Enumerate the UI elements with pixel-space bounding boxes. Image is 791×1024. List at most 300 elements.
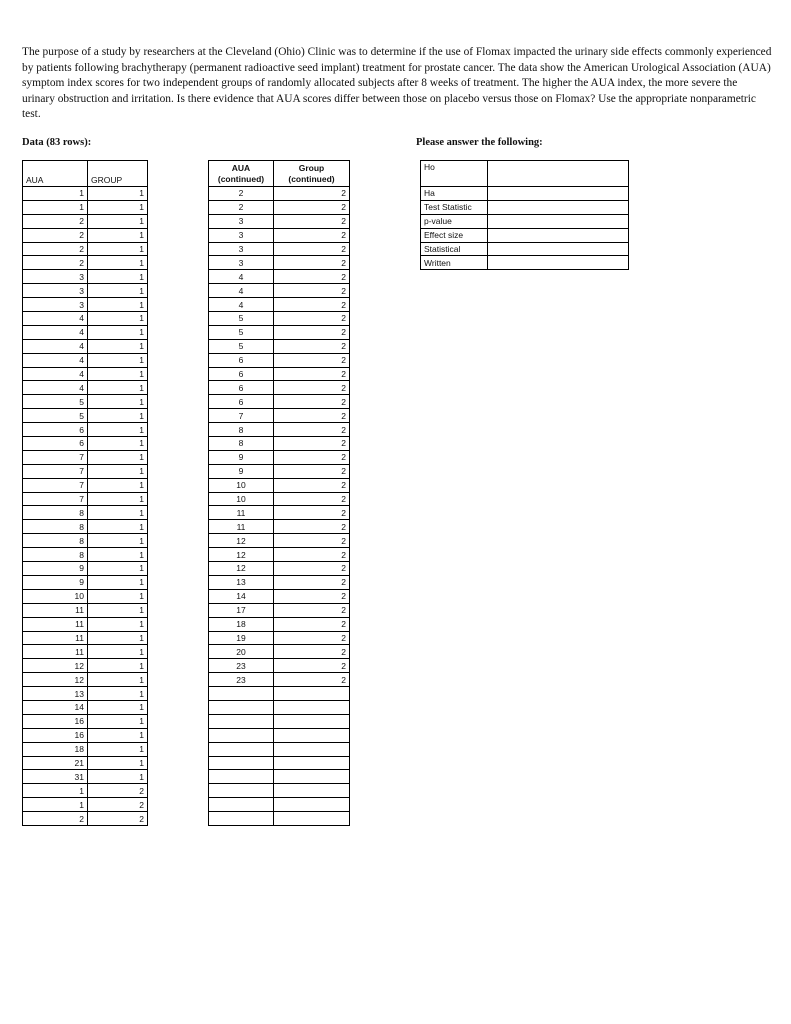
table-row: [209, 242, 350, 256]
table-row: [23, 312, 148, 326]
aua-cell: 12: [23, 659, 88, 673]
group-cell: 2: [274, 381, 350, 395]
aua-cell: 5: [209, 325, 274, 339]
table-row: [23, 770, 148, 784]
aua-cell: 8: [23, 534, 88, 548]
table-row: [23, 437, 148, 451]
group-cell: 2: [274, 228, 350, 242]
empty-row: [209, 770, 350, 784]
aua-cell: 2: [23, 812, 88, 826]
aua-cell: 8: [209, 437, 274, 451]
group-cell: 1: [88, 617, 148, 631]
table-row: [23, 562, 148, 576]
empty-cell: [209, 784, 274, 798]
aua-cell: 3: [23, 284, 88, 298]
answer-row: [421, 256, 629, 270]
table1-header-group: GROUP: [88, 161, 148, 187]
table-row: [23, 784, 148, 798]
empty-cell: [209, 756, 274, 770]
table-row: [209, 270, 350, 284]
group-cell: 2: [274, 631, 350, 645]
answer-row: [421, 200, 629, 214]
group-cell: 2: [274, 659, 350, 673]
aua-cell: 4: [209, 298, 274, 312]
aua-cell: 23: [209, 673, 274, 687]
aua-cell: 6: [209, 381, 274, 395]
aua-cell: 11: [23, 603, 88, 617]
empty-cell: [209, 770, 274, 784]
empty-cell: [274, 812, 350, 826]
aua-cell: 2: [209, 200, 274, 214]
aua-cell: 19: [209, 631, 274, 645]
answer-input-cell[interactable]: [488, 256, 629, 270]
answer-row: [421, 228, 629, 242]
group-cell: 1: [88, 770, 148, 784]
table-row: [23, 631, 148, 645]
group-cell: 1: [88, 603, 148, 617]
table1-header-aua: AUA: [23, 161, 88, 187]
group-cell: 2: [274, 464, 350, 478]
table-row: [209, 589, 350, 603]
aua-cell: 3: [209, 256, 274, 270]
aua-cell: 16: [23, 728, 88, 742]
table-row: [23, 742, 148, 756]
table-row: [23, 575, 148, 589]
aua-cell: 13: [209, 575, 274, 589]
group-cell: 2: [274, 200, 350, 214]
table-row: [209, 312, 350, 326]
table-row: [209, 631, 350, 645]
empty-cell: [274, 700, 350, 714]
table-row: [209, 353, 350, 367]
table-row: [23, 673, 148, 687]
group-cell: 1: [88, 256, 148, 270]
aua-cell: 8: [209, 423, 274, 437]
aua-cell: 10: [209, 492, 274, 506]
aua-cell: 11: [209, 506, 274, 520]
group-cell: 1: [88, 589, 148, 603]
group-cell: 2: [274, 312, 350, 326]
group-cell: 1: [88, 492, 148, 506]
table-row: [209, 464, 350, 478]
aua-cell: 1: [23, 798, 88, 812]
group-cell: 1: [88, 742, 148, 756]
group-cell: 2: [274, 187, 350, 201]
table-row: [23, 520, 148, 534]
table-row: [209, 617, 350, 631]
empty-cell: [274, 714, 350, 728]
table-row: [209, 492, 350, 506]
aua-cell: 9: [209, 450, 274, 464]
answer-row: [421, 187, 629, 201]
table-row: [209, 256, 350, 270]
group-cell: 1: [88, 423, 148, 437]
table-row: [209, 325, 350, 339]
table-row: [209, 187, 350, 201]
problem-statement: The purpose of a study by researchers at the Cleveland (Ohio) Clinic was to determine if the use of Flomax impacted the urinary side effects commonly experienced by patients following brachytherapy (permanent radioactive seed implant) treatment for prostate cancer. The data show the American Urological Association (AUA) symptom index scores for two independent groups of randomly allocated subjects after 8 weeks of treatment. The higher the AUA index, the more severe the urinary obstruction and irritation. Is there evidence that AUA scores differ between those on placebo versus those on Flomax? Use the appropriate nonparametric test.: [22, 46, 772, 120]
answer-input-cell[interactable]: [488, 214, 629, 228]
aua-cell: 11: [23, 645, 88, 659]
table-row: [209, 548, 350, 562]
aua-cell: 11: [23, 617, 88, 631]
aua-cell: 4: [23, 367, 88, 381]
answer-label-cell: Effect size: [421, 228, 488, 242]
group-cell: 2: [274, 603, 350, 617]
empty-cell: [274, 756, 350, 770]
table-row: [23, 381, 148, 395]
aua-cell: 5: [209, 339, 274, 353]
aua-cell: 1: [23, 784, 88, 798]
aua-cell: 12: [209, 534, 274, 548]
table-row: [23, 298, 148, 312]
aua-cell: 18: [209, 617, 274, 631]
aua-cell: 13: [23, 687, 88, 701]
group-cell: 1: [88, 187, 148, 201]
table-row: [23, 256, 148, 270]
group-cell: 1: [88, 242, 148, 256]
group-cell: 1: [88, 437, 148, 451]
aua-cell: 3: [209, 228, 274, 242]
group-cell: 1: [88, 673, 148, 687]
aua-cell: 1: [23, 200, 88, 214]
table-row: [23, 242, 148, 256]
empty-cell: [274, 770, 350, 784]
group-cell: 1: [88, 395, 148, 409]
group-cell: 2: [274, 298, 350, 312]
aua-cell: 7: [23, 450, 88, 464]
aua-cell: 8: [23, 520, 88, 534]
group-cell: 1: [88, 450, 148, 464]
group-cell: 1: [88, 270, 148, 284]
group-cell: 2: [274, 256, 350, 270]
group-cell: 1: [88, 228, 148, 242]
aua-cell: 10: [209, 478, 274, 492]
group-cell: 2: [274, 534, 350, 548]
aua-cell: 5: [209, 312, 274, 326]
answer-label-cell: Ho: [421, 161, 488, 187]
group-cell: 1: [88, 312, 148, 326]
group-cell: 1: [88, 506, 148, 520]
answer-label: Please answer the following:: [416, 137, 543, 148]
aua-cell: 6: [23, 437, 88, 451]
table-row: [23, 409, 148, 423]
table-row: [23, 214, 148, 228]
table-row: [209, 575, 350, 589]
empty-cell: [209, 742, 274, 756]
table2-header-group: Group (continued): [274, 161, 350, 187]
group-cell: 2: [274, 617, 350, 631]
group-cell: 1: [88, 381, 148, 395]
table-row: [209, 228, 350, 242]
aua-cell: 1: [23, 187, 88, 201]
group-cell: 2: [88, 812, 148, 826]
group-cell: 2: [274, 548, 350, 562]
aua-cell: 17: [209, 603, 274, 617]
table-row: [209, 214, 350, 228]
aua-cell: 5: [23, 409, 88, 423]
table-row: [23, 617, 148, 631]
empty-row: [209, 700, 350, 714]
table-row: [209, 534, 350, 548]
group-cell: 2: [274, 450, 350, 464]
answer-label-cell: p-value: [421, 214, 488, 228]
table-row: [209, 284, 350, 298]
aua-cell: 14: [23, 700, 88, 714]
table-row: [23, 700, 148, 714]
table-row: [23, 395, 148, 409]
group-cell: 1: [88, 284, 148, 298]
answer-row: [421, 161, 629, 187]
group-cell: 2: [274, 284, 350, 298]
table-row: [23, 728, 148, 742]
group-cell: 1: [88, 325, 148, 339]
data-table-1: [22, 160, 148, 826]
aua-cell: 4: [23, 339, 88, 353]
group-cell: 1: [88, 575, 148, 589]
aua-cell: 9: [23, 575, 88, 589]
aua-cell: 10: [23, 589, 88, 603]
group-cell: 2: [274, 520, 350, 534]
group-cell: 2: [274, 562, 350, 576]
group-cell: 1: [88, 645, 148, 659]
answer-input-cell[interactable]: [488, 228, 629, 242]
group-cell: 2: [274, 589, 350, 603]
group-cell: 2: [274, 325, 350, 339]
group-cell: 2: [274, 492, 350, 506]
table-row: [23, 353, 148, 367]
aua-cell: 7: [23, 478, 88, 492]
table-row: [209, 450, 350, 464]
group-cell: 1: [88, 409, 148, 423]
empty-cell: [274, 798, 350, 812]
group-cell: 2: [274, 506, 350, 520]
answer-table: [420, 160, 629, 270]
group-cell: 2: [88, 798, 148, 812]
aua-cell: 2: [23, 256, 88, 270]
table-row: [23, 645, 148, 659]
aua-cell: 2: [23, 242, 88, 256]
table-row: [209, 645, 350, 659]
group-cell: 2: [274, 645, 350, 659]
answer-label-cell: Ha: [421, 187, 488, 201]
empty-row: [209, 687, 350, 701]
aua-cell: 7: [209, 409, 274, 423]
aua-cell: 4: [209, 270, 274, 284]
group-cell: 2: [274, 214, 350, 228]
group-cell: 1: [88, 367, 148, 381]
table-row: [23, 284, 148, 298]
aua-cell: 2: [23, 228, 88, 242]
table-row: [23, 492, 148, 506]
table-row: [23, 270, 148, 284]
table-row: [23, 589, 148, 603]
aua-cell: 8: [23, 548, 88, 562]
group-cell: 2: [274, 242, 350, 256]
table-row: [23, 548, 148, 562]
aua-cell: 3: [209, 214, 274, 228]
group-cell: 2: [274, 673, 350, 687]
answer-input-cell[interactable]: [488, 242, 629, 256]
aua-cell: 9: [23, 562, 88, 576]
aua-cell: 14: [209, 589, 274, 603]
group-cell: 1: [88, 214, 148, 228]
empty-row: [209, 728, 350, 742]
table-row: [209, 409, 350, 423]
aua-cell: 8: [23, 506, 88, 520]
table-row: [209, 603, 350, 617]
aua-cell: 7: [23, 464, 88, 478]
group-cell: 1: [88, 298, 148, 312]
table-row: [23, 464, 148, 478]
group-cell: 2: [274, 270, 350, 284]
aua-cell: 9: [209, 464, 274, 478]
answer-label-cell: Statistical: [421, 242, 488, 256]
aua-cell: 6: [209, 395, 274, 409]
table-row: [23, 367, 148, 381]
group-cell: 2: [274, 353, 350, 367]
table2-header-aua: AUA (continued): [209, 161, 274, 187]
table-row: [209, 200, 350, 214]
group-cell: 1: [88, 756, 148, 770]
aua-cell: 2: [23, 214, 88, 228]
group-cell: 1: [88, 728, 148, 742]
group-cell: 1: [88, 200, 148, 214]
table-row: [209, 562, 350, 576]
empty-cell: [209, 714, 274, 728]
table-row: [209, 673, 350, 687]
aua-cell: 12: [209, 548, 274, 562]
aua-cell: 21: [23, 756, 88, 770]
aua-cell: 11: [209, 520, 274, 534]
empty-row: [209, 812, 350, 826]
data-table-2: [208, 160, 350, 826]
aua-cell: 11: [23, 631, 88, 645]
group-cell: 1: [88, 562, 148, 576]
aua-cell: 6: [23, 423, 88, 437]
empty-row: [209, 798, 350, 812]
aua-cell: 4: [23, 312, 88, 326]
group-cell: 2: [274, 395, 350, 409]
aua-cell: 18: [23, 742, 88, 756]
aua-cell: 23: [209, 659, 274, 673]
aua-cell: 7: [23, 492, 88, 506]
empty-cell: [209, 700, 274, 714]
empty-cell: [274, 742, 350, 756]
table-row: [209, 395, 350, 409]
table-row: [23, 714, 148, 728]
table-row: [23, 798, 148, 812]
aua-cell: 4: [23, 325, 88, 339]
table-row: [23, 339, 148, 353]
data-label: Data (83 rows):: [22, 137, 92, 148]
group-cell: 1: [88, 548, 148, 562]
empty-row: [209, 756, 350, 770]
group-cell: 1: [88, 464, 148, 478]
answer-row: [421, 214, 629, 228]
table-row: [209, 478, 350, 492]
table-row: [23, 687, 148, 701]
table-row: [23, 812, 148, 826]
answer-row: [421, 242, 629, 256]
group-cell: 1: [88, 687, 148, 701]
group-cell: 2: [274, 423, 350, 437]
table-row: [209, 381, 350, 395]
table-row: [23, 506, 148, 520]
table-row: [23, 200, 148, 214]
group-cell: 1: [88, 714, 148, 728]
table-row: [23, 603, 148, 617]
aua-cell: 12: [23, 673, 88, 687]
group-cell: 2: [88, 784, 148, 798]
answer-input-cell[interactable]: [488, 187, 629, 201]
group-cell: 1: [88, 700, 148, 714]
table-row: [209, 437, 350, 451]
aua-cell: 4: [23, 381, 88, 395]
aua-cell: 2: [209, 187, 274, 201]
group-cell: 1: [88, 659, 148, 673]
group-cell: 2: [274, 367, 350, 381]
table-row: [23, 187, 148, 201]
group-cell: 1: [88, 478, 148, 492]
aua-cell: 5: [23, 395, 88, 409]
table-row: [23, 228, 148, 242]
empty-row: [209, 714, 350, 728]
table-row: [23, 325, 148, 339]
group-cell: 1: [88, 631, 148, 645]
empty-cell: [274, 784, 350, 798]
table-row: [209, 520, 350, 534]
table-row: [23, 659, 148, 673]
aua-cell: 4: [209, 284, 274, 298]
empty-cell: [209, 728, 274, 742]
answer-label-cell: Test Statistic: [421, 200, 488, 214]
empty-row: [209, 784, 350, 798]
group-cell: 1: [88, 339, 148, 353]
aua-cell: 6: [209, 353, 274, 367]
table-row: [209, 423, 350, 437]
aua-cell: 4: [23, 353, 88, 367]
group-cell: 2: [274, 409, 350, 423]
empty-row: [209, 742, 350, 756]
group-cell: 2: [274, 478, 350, 492]
group-cell: 1: [88, 353, 148, 367]
group-cell: 2: [274, 437, 350, 451]
aua-cell: 16: [23, 714, 88, 728]
aua-cell: 12: [209, 562, 274, 576]
table-row: [23, 450, 148, 464]
empty-cell: [274, 728, 350, 742]
table-row: [209, 506, 350, 520]
group-cell: 2: [274, 575, 350, 589]
aua-cell: 31: [23, 770, 88, 784]
answer-input-cell[interactable]: [488, 161, 629, 187]
table-row: [23, 478, 148, 492]
group-cell: 2: [274, 339, 350, 353]
aua-cell: 6: [209, 367, 274, 381]
group-cell: 1: [88, 520, 148, 534]
table-row: [23, 756, 148, 770]
table-row: [209, 367, 350, 381]
aua-cell: 3: [23, 298, 88, 312]
table-row: [209, 298, 350, 312]
empty-cell: [209, 812, 274, 826]
aua-cell: 3: [209, 242, 274, 256]
empty-cell: [274, 687, 350, 701]
answer-input-cell[interactable]: [488, 200, 629, 214]
group-cell: 1: [88, 534, 148, 548]
table-row: [23, 534, 148, 548]
answer-label-cell: Written: [421, 256, 488, 270]
